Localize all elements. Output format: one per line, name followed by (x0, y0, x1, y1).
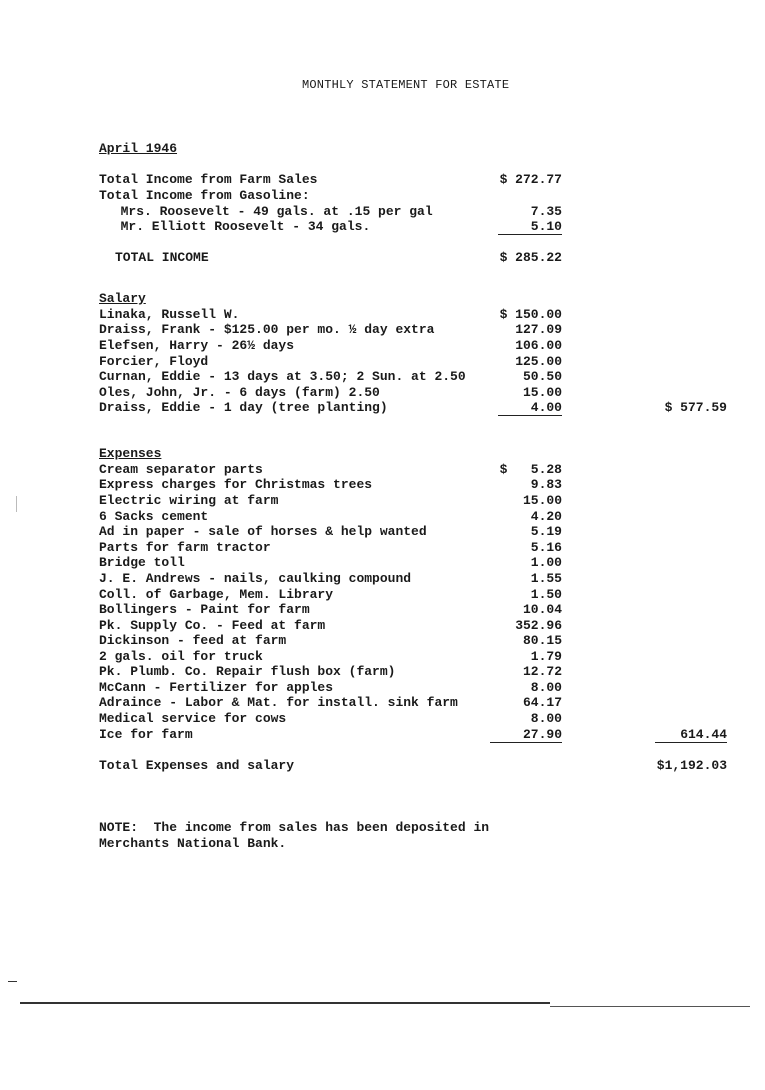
salary-row-amount: $ 150.00 (499, 307, 562, 322)
expense-row-amount: 80.15 (522, 633, 562, 648)
expense-row-label: J. E. Andrews - nails, caulking compound (99, 571, 412, 586)
salary-row-amount: 125.00 (515, 354, 562, 369)
salary-row-label: Curnan, Eddie - 13 days at 3.50; 2 Sun. at 2.50 (99, 369, 466, 384)
expenses-total-rule (655, 742, 727, 743)
expense-row-label: Pk. Plumb. Co. Repair flush box (farm) (99, 664, 396, 679)
expense-row-amount: 1.79 (530, 649, 562, 664)
expense-row-label: Medical service for cows (99, 711, 287, 726)
scan-mark (8, 981, 17, 982)
expense-row-label: Pk. Supply Co. - Feed at farm (99, 618, 326, 633)
income-row-label: Total Income from Farm Sales (99, 172, 318, 187)
expense-row-amount: 8.00 (530, 711, 562, 726)
salary-total: $ 577.59 (664, 400, 727, 415)
page-title: MONTHLY STATEMENT FOR ESTATE (302, 78, 510, 92)
grand-total-label: Total Expenses and salary (99, 758, 295, 773)
expenses-subtotal-rule (490, 742, 562, 743)
expense-row-label: Electric wiring at farm (99, 493, 279, 508)
salary-row-label: Draiss, Eddie - 1 day (tree planting) (99, 400, 388, 415)
expense-row-label: Coll. of Garbage, Mem. Library (99, 587, 334, 602)
income-row-amount: 5.10 (530, 219, 562, 234)
expense-row-amount: 12.72 (522, 664, 562, 679)
expense-row-amount: 64.17 (522, 695, 562, 710)
expense-row-label: Ice for farm (99, 727, 193, 742)
income-subtotal-rule (498, 234, 562, 235)
expense-row-amount: 5.16 (530, 540, 562, 555)
expenses-total: 614.44 (680, 727, 727, 742)
expense-row-label: Bollingers - Paint for farm (99, 602, 310, 617)
expense-row-label: Express charges for Christmas trees (99, 477, 373, 492)
salary-row-amount: 15.00 (522, 385, 562, 400)
salary-subtotal-rule (498, 415, 562, 416)
income-row-amount: 7.35 (530, 204, 562, 219)
income-row-label: Total Income from Gasoline: (99, 188, 310, 203)
expense-row-amount: $ 5.28 (499, 462, 562, 477)
expense-row-label: McCann - Fertilizer for apples (99, 680, 334, 695)
expense-row-amount: 352.96 (515, 618, 562, 633)
salary-row-label: Elefsen, Harry - 26½ days (99, 338, 295, 353)
expenses-heading: Expenses (99, 446, 162, 461)
income-row-label: Mr. Elliott Roosevelt - 34 gals. (105, 219, 371, 234)
total-income-amount: $ 285.22 (499, 250, 562, 265)
expense-row-label: 2 gals. oil for truck (99, 649, 263, 664)
grand-total-amount: $1,192.03 (656, 758, 727, 773)
salary-row-amount: 50.50 (522, 369, 562, 384)
expense-row-amount: 27.90 (522, 727, 562, 742)
salary-row-label: Linaka, Russell W. (99, 307, 240, 322)
scan-mark (16, 496, 17, 512)
expense-row-amount: 15.00 (522, 493, 562, 508)
expense-row-label: Ad in paper - sale of horses & help wanted (99, 524, 427, 539)
expense-row-label: Adraince - Labor & Mat. for install. sink farm (99, 695, 458, 710)
expense-row-amount: 1.50 (530, 587, 562, 602)
note-line: Merchants National Bank. (99, 836, 287, 851)
income-row-label: Mrs. Roosevelt - 49 gals. at .15 per gal (105, 204, 433, 219)
expense-row-label: Dickinson - feed at farm (99, 633, 287, 648)
expense-row-label: Parts for farm tractor (99, 540, 271, 555)
salary-row-amount: 106.00 (515, 338, 562, 353)
total-income-label: TOTAL INCOME (115, 250, 209, 265)
salary-row-amount: 4.00 (530, 400, 562, 415)
note-line: NOTE: The income from sales has been deposited in (99, 820, 490, 835)
expense-row-amount: 4.20 (530, 509, 562, 524)
expense-row-amount: 10.04 (522, 602, 562, 617)
page-bottom-rule (20, 1002, 550, 1004)
expense-row-label: Bridge toll (99, 555, 185, 570)
expense-row-amount: 8.00 (530, 680, 562, 695)
expense-row-amount: 1.55 (530, 571, 562, 586)
expense-row-amount: 5.19 (530, 524, 562, 539)
expense-row-amount: 9.83 (530, 477, 562, 492)
salary-row-label: Forcier, Floyd (99, 354, 209, 369)
month-heading: April 1946 (99, 141, 178, 156)
salary-row-label: Draiss, Frank - $125.00 per mo. ½ day extra (99, 322, 435, 337)
expense-row-label: Cream separator parts (99, 462, 263, 477)
salary-row-amount: 127.09 (515, 322, 562, 337)
salary-row-label: Oles, John, Jr. - 6 days (farm) 2.50 (99, 385, 380, 400)
income-row-amount: $ 272.77 (499, 172, 562, 187)
expense-row-label: 6 Sacks cement (99, 509, 209, 524)
salary-heading: Salary (99, 291, 146, 306)
page-bottom-rule-tail (550, 1006, 750, 1007)
expense-row-amount: 1.00 (530, 555, 562, 570)
